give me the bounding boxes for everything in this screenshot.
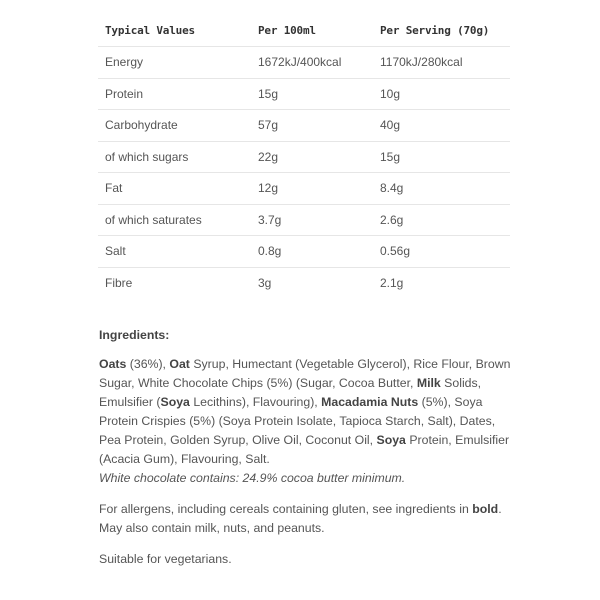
- table-row: [98, 204, 510, 236]
- nutrient-name: of which saturates: [98, 204, 251, 236]
- per-serving-value: 1170kJ/280kcal: [373, 47, 510, 79]
- ingredients-section: [99, 326, 519, 569]
- per-serving-value: 40g: [373, 110, 510, 142]
- ingredient-bold: Macadamia Nuts: [321, 395, 419, 409]
- per-100ml-value: 3.7g: [251, 204, 373, 236]
- ingredient-text: (36%),: [126, 357, 170, 371]
- ingredients-list: [99, 355, 519, 469]
- header-typical-values: Typical Values: [98, 15, 251, 47]
- nutrient-name: Carbohydrate: [98, 110, 251, 142]
- per-100ml-value: 1672kJ/400kcal: [251, 47, 373, 79]
- header-per-serving: Per Serving (70g): [373, 15, 510, 47]
- allergen-bold-word: bold: [472, 502, 499, 516]
- ingredient-text: (5%), Soya Protein Crispies (5%) (Soya Protein Isolate, Tapioca Starch, Salt), Dates, Pea Protein, Golden Syrup, Olive Oil, Coconut Oil,: [99, 395, 496, 447]
- ingredient-bold: Oat: [169, 357, 190, 371]
- table-row: [98, 47, 510, 79]
- table-row: [98, 236, 510, 268]
- per-100ml-value: 3g: [258, 275, 272, 290]
- ingredient-text: Solids, Emulsifier (: [99, 376, 482, 409]
- table-row: [98, 78, 510, 110]
- allergen-statement: [99, 500, 519, 538]
- table-row: [98, 110, 510, 142]
- per-serving-value: 10g: [373, 78, 510, 110]
- allergen-prefix: For allergens, including cereals containing gluten, see ingredients in: [99, 502, 473, 516]
- per-serving-value: 0.56g: [373, 236, 510, 268]
- vegetarian-statement: Suitable for vegetarians.: [99, 552, 232, 566]
- table-row: [98, 141, 510, 173]
- nutrient-name: Salt: [98, 236, 251, 268]
- per-100ml-value: 15g: [251, 78, 373, 110]
- table-row: [98, 267, 510, 298]
- table-row: [98, 173, 510, 205]
- per-serving-value: 15g: [373, 141, 510, 173]
- per-serving-value: 8.4g: [373, 173, 510, 205]
- chocolate-note: White chocolate contains: 24.9% cocoa butter minimum.: [99, 471, 406, 485]
- per-serving-value: 2.6g: [373, 204, 510, 236]
- nutrient-name: of which sugars: [98, 141, 251, 173]
- per-100ml-value: 57g: [251, 110, 373, 142]
- allergen-suffix: . May also contain milk, nuts, and peanuts.: [99, 502, 502, 535]
- per-100ml-value: 22g: [251, 141, 373, 173]
- nutrition-table: [98, 15, 510, 298]
- ingredient-bold: Oats: [99, 357, 127, 371]
- nutrient-name: Protein: [98, 78, 251, 110]
- ingredients-heading: Ingredients:: [99, 328, 170, 342]
- table-header-row: [98, 15, 510, 47]
- ingredient-text: Protein, Emulsifier (Acacia Gum), Flavouring, Salt.: [99, 433, 510, 466]
- nutrient-name: Fibre: [105, 275, 133, 290]
- ingredient-bold: Soya: [376, 433, 406, 447]
- nutrient-name: Fat: [98, 173, 251, 205]
- per-100ml-value: 0.8g: [251, 236, 373, 268]
- ingredient-text: Syrup, Humectant (Vegetable Glycerol), Rice Flour, Brown Sugar, White Chocolate Chips (5%) (Sugar, Cocoa Butter,: [99, 357, 511, 390]
- per-serving-value: 2.1g: [380, 275, 404, 290]
- ingredient-bold: Milk: [416, 376, 441, 390]
- ingredient-text: Lecithins), Flavouring),: [189, 395, 322, 409]
- header-per-100ml: Per 100ml: [251, 15, 373, 47]
- per-100ml-value: 12g: [251, 173, 373, 205]
- ingredient-bold: Soya: [160, 395, 190, 409]
- nutrient-name: Energy: [98, 47, 251, 79]
